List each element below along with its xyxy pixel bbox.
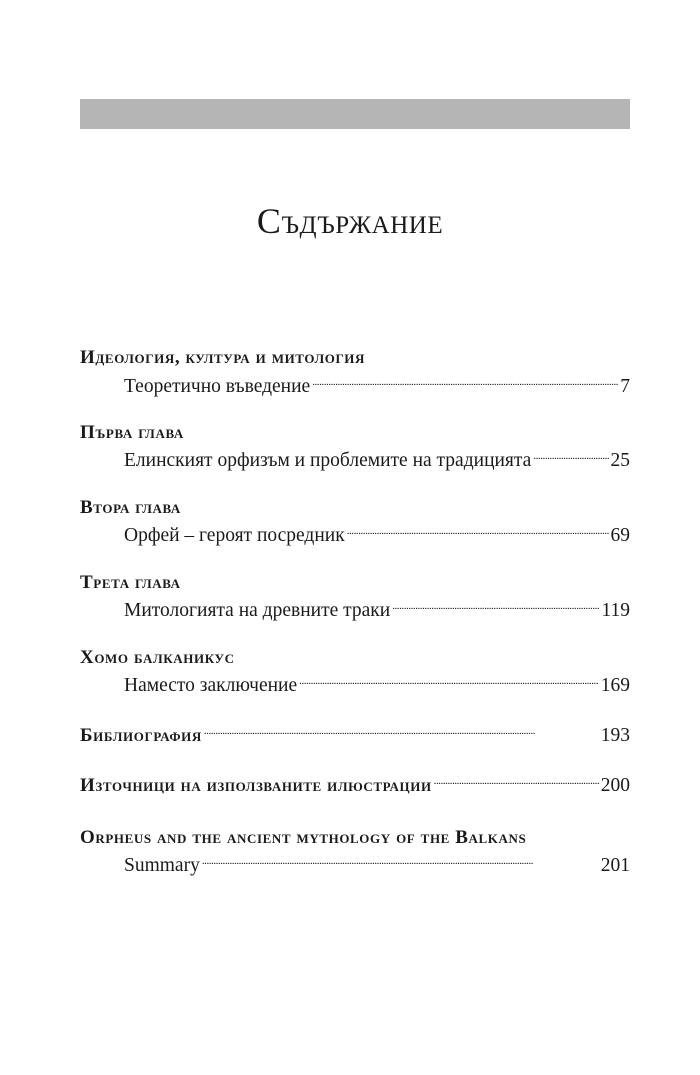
toc-heading-chapter-3: Трета глава	[80, 572, 181, 593]
dot-leader	[347, 521, 609, 541]
dot-leader	[299, 671, 599, 691]
page-title: Съдържание	[256, 201, 444, 241]
toc-page-number: 25	[610, 449, 630, 471]
toc-entry-summary[interactable]	[124, 851, 630, 877]
dot-leader	[392, 596, 599, 616]
toc-heading-ideology: Идеология, култура и митология	[80, 347, 366, 368]
toc-entry-orpheus-mediator[interactable]	[124, 521, 630, 547]
toc-page-number: 193	[600, 724, 630, 746]
toc-heading-chapter-2: Втора глава	[80, 497, 181, 518]
dot-leader	[434, 771, 599, 791]
toc-entry-label: Орфей – героят посредник	[124, 524, 345, 546]
toc-entry-label: Митологията на древните траки	[124, 599, 391, 621]
toc-page-number: 201	[600, 854, 630, 876]
toc-page-number: 200	[600, 774, 630, 796]
toc-entry-thracian-mythology[interactable]	[124, 596, 630, 622]
toc-page-number: 69	[610, 524, 630, 546]
toc-entry-label: Библиография	[80, 724, 202, 746]
header-bar	[80, 99, 630, 129]
toc-page-number: 169	[600, 674, 630, 696]
dot-leader	[202, 851, 599, 871]
toc-entry-label: Теоретично въведение	[124, 375, 311, 397]
dot-leader	[533, 446, 608, 466]
toc-heading-homo-balkanicus: Хомо балканикус	[80, 647, 235, 668]
toc-page-number: 7	[620, 375, 630, 397]
toc-entry-label: Източници на използваните илюстрации	[80, 774, 432, 796]
toc-entry-illustration-sources[interactable]	[80, 771, 630, 797]
dot-leader	[312, 372, 618, 392]
toc-heading-english-summary: Orpheus and the ancient mythology of the Balkans	[80, 827, 527, 848]
toc-entry-theoretical-intro[interactable]	[124, 372, 630, 398]
toc-heading-chapter-1: Първа глава	[80, 422, 184, 443]
toc-entry-label: Наместо заключение	[124, 674, 298, 696]
toc-entry-label: Summary	[124, 854, 200, 876]
toc-entry-bibliography[interactable]	[80, 721, 630, 747]
toc-entry-conclusion[interactable]	[124, 671, 630, 697]
toc-entry-label: Елинският орфизъм и проблемите на традицията	[124, 449, 532, 471]
toc-page-number: 119	[601, 599, 630, 621]
dot-leader	[204, 721, 599, 741]
toc-entry-hellenic-orphism[interactable]	[124, 446, 630, 472]
